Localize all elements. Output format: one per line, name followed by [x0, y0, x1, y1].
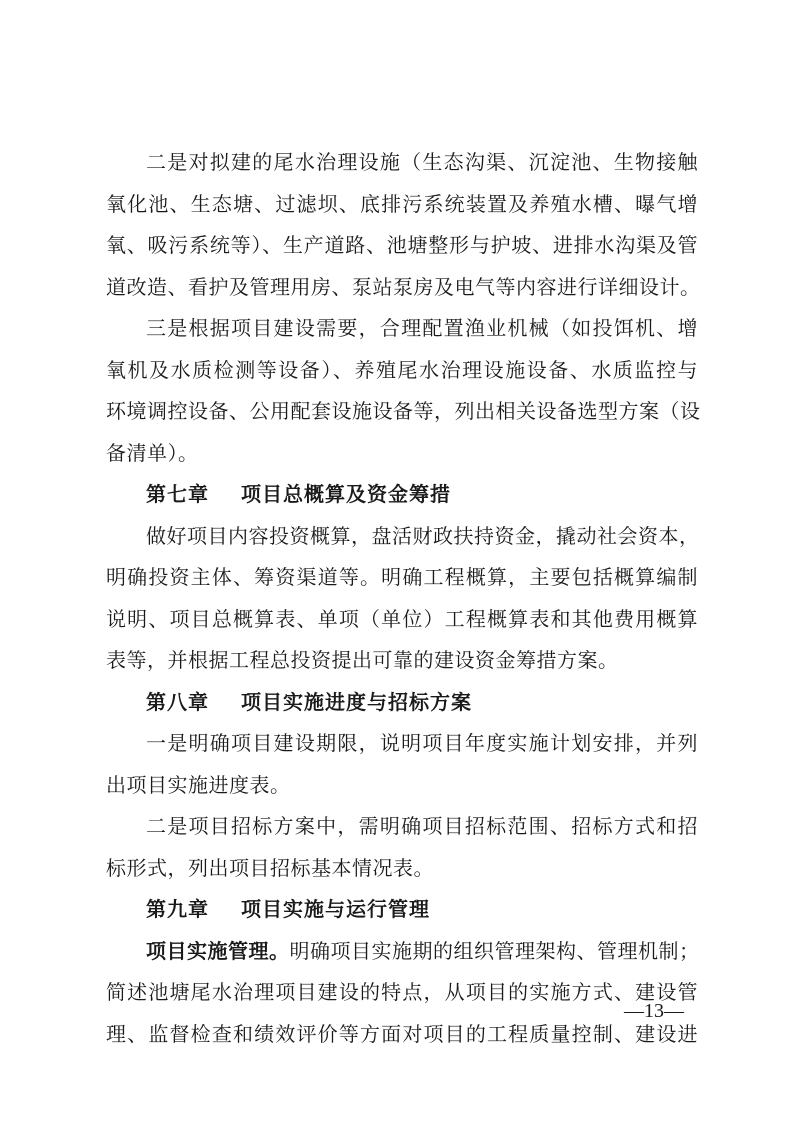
paragraph-line: 理、监督检查和绩效评价等方面对项目的工程质量控制、建设进: [106, 1021, 698, 1046]
paragraph-line: 出项目实施进度表。: [106, 772, 291, 797]
paragraph-line: 氧、吸污系统等）、生产道路、池塘整形与护坡、进排水沟渠及管: [106, 233, 698, 257]
paragraph-line: 三是根据项目建设需要，合理配置渔业机械（如投饵机、增: [146, 316, 698, 340]
paragraph-line: 标形式，列出项目招标基本情况表。: [106, 855, 434, 880]
paragraph-line: 二是项目招标方案中，需明确项目招标范围、招标方式和招: [146, 814, 698, 838]
paragraph-line: 简述池塘尾水治理项目建设的特点，从项目的实施方式、建设管: [106, 980, 698, 1004]
paragraph-line: 道改造、看护及管理用房、泵站泵房及电气等内容进行详细设计。: [106, 274, 701, 299]
paragraph-line: 明确投资主体、筹资渠道等。明确工程概算，主要包括概算编制: [106, 565, 698, 589]
paragraph-line: 氧化池、生态塘、过滤坝、底排污系统装置及养殖水槽、曝气增: [106, 191, 698, 216]
chapter-title: 项目实施进度与招标方案: [241, 689, 472, 714]
chapter-heading: [106, 889, 698, 931]
paragraph-line: 二是对拟建的尾水治理设施（生态沟渠、沉淀池、生物接触: [146, 150, 698, 174]
chapter-heading: [106, 682, 698, 724]
paragraph-line: 一是明确项目建设期限，说明项目年度实施计划安排，并列: [146, 731, 698, 755]
chapter-title: 项目总概算及资金筹措: [241, 482, 451, 506]
chapter-number: 第七章: [146, 482, 209, 506]
paragraph-text: 明确项目实施期的组织管理架构、管理机制；: [289, 938, 700, 963]
chapter-number: 第九章: [146, 897, 209, 921]
chapter-number: 第八章: [146, 689, 209, 714]
paragraph-line: 说明、项目总概算表、单项（单位）工程概算表和其他费用概算: [106, 606, 698, 631]
paragraph-line: 做好项目内容投资概算，盘活财政扶持资金，撬动社会资本，: [146, 523, 700, 548]
chapter-heading: [106, 474, 698, 516]
bold-lead-text: 项目实施管理。: [146, 938, 290, 963]
page-number: —13—: [624, 1000, 684, 1022]
chapter-title: 项目实施与运行管理: [241, 897, 430, 921]
page-content: [106, 142, 701, 1055]
paragraph-line: 氧机及水质检测等设备）、养殖尾水治理设施设备、水质监控与: [106, 357, 698, 382]
paragraph-line: 备清单）。: [106, 440, 199, 465]
paragraph-line: 环境调控设备、公用配套设施设备等，列出相关设备选型方案（设: [106, 399, 701, 423]
paragraph-line: [106, 931, 698, 973]
paragraph-line: 表等，并根据工程总投资提出可靠的建设资金筹措方案。: [106, 648, 619, 672]
